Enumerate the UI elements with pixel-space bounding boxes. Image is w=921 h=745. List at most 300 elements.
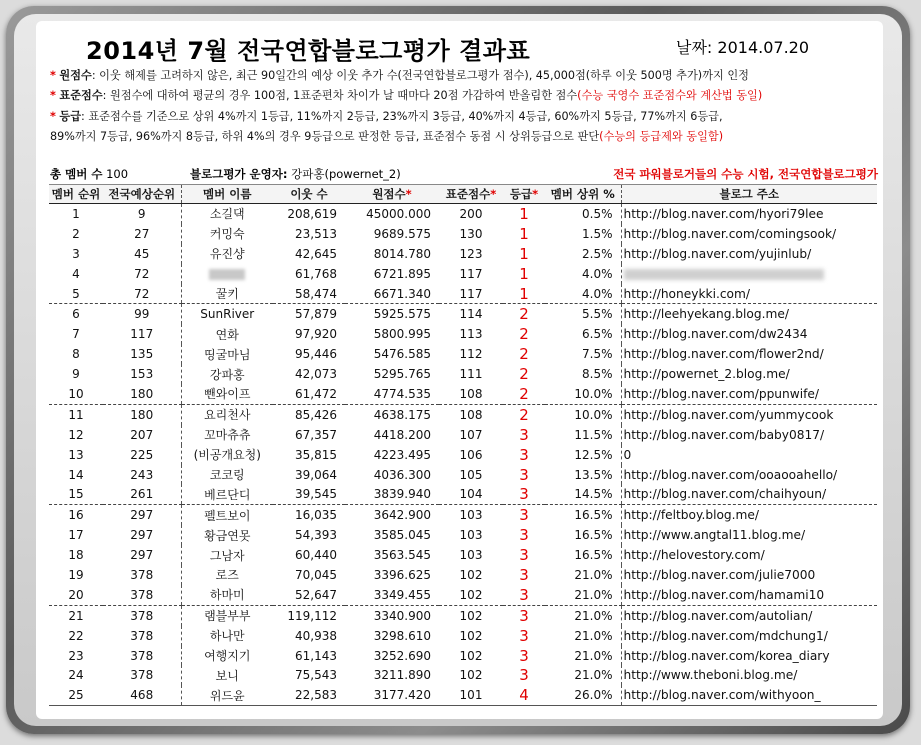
member-rank-cell: 18 xyxy=(68,548,84,563)
table-row xyxy=(49,585,877,605)
grade-cell: 3 xyxy=(519,606,529,625)
note-text: 89%까지 7등급, 96%까지 8등급, 하위 4%의 경우 9등급으로 판정한 등급, 표준점수 동점 시 상위등급으로 판단 xyxy=(50,129,600,143)
neighbor-count-cell: 54,393 xyxy=(295,528,337,543)
table-row xyxy=(49,425,877,445)
raw-score-cell: 4638.175 xyxy=(373,407,431,422)
top-percent-cell: 4.0% xyxy=(545,284,621,304)
table-row xyxy=(49,484,877,504)
member-name-cell: 하나만 xyxy=(181,626,273,646)
blog-url-cell[interactable]: http://blog.naver.com/julie7000 xyxy=(621,565,877,585)
blog-url-cell[interactable]: 0 xyxy=(621,445,877,465)
operator-label: 블로그평가 운영자: xyxy=(190,167,288,181)
top-percent-cell: 21.0% xyxy=(574,567,613,582)
grade-cell: 1 xyxy=(519,264,529,283)
standard-score-cell: 114 xyxy=(459,307,483,322)
neighbor-count-cell: 97,920 xyxy=(295,327,337,342)
neighbor-count-cell: 16,035 xyxy=(295,508,337,523)
raw-score-cell: 6721.895 xyxy=(373,266,431,281)
table-row xyxy=(49,264,877,284)
member-name-cell: 커밍숙 xyxy=(181,224,273,244)
member-rank-cell: 19 xyxy=(68,567,84,582)
member-total-value: 100 xyxy=(106,167,129,181)
column-header: 멤버 이름 xyxy=(181,185,273,204)
member-name-cell: 여행지기 xyxy=(181,646,273,666)
column-header-grade xyxy=(503,185,545,204)
national-rank-cell: 72 xyxy=(134,266,150,281)
blurred-name xyxy=(209,269,245,280)
blog-url-cell[interactable]: http://blog.naver.com/korea_diary xyxy=(621,646,877,666)
member-rank-cell: 9 xyxy=(72,367,80,382)
note-text: : 이웃 해제를 고려하지 않은, 최근 90일간의 예상 이웃 추가 수(전국연합블로그평가 점수), 45,000점(하루 이웃 500명 추가)까지 인정 xyxy=(91,69,749,82)
raw-score-cell: 3349.455 xyxy=(345,585,439,605)
national-rank-cell: 45 xyxy=(134,246,150,261)
blog-url-cell[interactable] xyxy=(621,264,877,284)
top-percent-cell: 13.5% xyxy=(574,467,613,482)
top-percent-cell: 1.5% xyxy=(582,226,613,241)
table-row xyxy=(49,605,877,625)
grade-cell: 2 xyxy=(519,305,529,324)
raw-score-cell: 4223.495 xyxy=(373,447,431,462)
member-rank-cell: 25 xyxy=(49,685,103,705)
standard-score-cell: 103 xyxy=(459,548,483,563)
note-red-text: (수능의 등급제와 동일함) xyxy=(599,129,724,143)
grade-cell: 2 xyxy=(519,345,529,364)
member-rank-cell: 16 xyxy=(68,508,84,523)
member-rank-cell: 5 xyxy=(49,284,103,304)
standard-score-cell: 102 xyxy=(459,608,483,623)
note-grade-continued xyxy=(50,127,880,147)
column-header: 멤버 상위 % xyxy=(545,185,621,204)
top-percent-cell: 21.0% xyxy=(574,668,613,683)
neighbor-count-cell: 119,112 xyxy=(287,608,337,623)
blog-url-cell[interactable]: http://www.theboni.blog.me/ xyxy=(621,665,877,685)
member-rank-cell: 2 xyxy=(72,226,80,241)
member-name-cell: 띵굴마님 xyxy=(181,344,273,364)
note-standard-score xyxy=(50,86,880,106)
member-total xyxy=(50,166,128,182)
raw-score-cell: 3642.900 xyxy=(373,508,431,523)
member-name-cell: 꼬마츄츄 xyxy=(181,425,273,445)
results-table xyxy=(49,184,877,706)
neighbor-count-cell: 52,647 xyxy=(273,585,345,605)
national-rank-cell: 225 xyxy=(130,447,154,462)
table-row xyxy=(49,324,877,344)
neighbor-count-cell: 40,938 xyxy=(295,628,337,643)
raw-score-cell: 3396.625 xyxy=(373,567,431,582)
neighbor-count-cell: 75,543 xyxy=(295,668,337,683)
neighbor-count-cell: 23,513 xyxy=(295,226,337,241)
top-percent-cell: 0.5% xyxy=(582,206,613,221)
national-rank-cell: 117 xyxy=(130,327,154,342)
blog-url-cell[interactable]: http://blog.naver.com/dw2434 xyxy=(621,324,877,344)
column-header: 블로그 주소 xyxy=(621,185,877,204)
neighbor-count-cell: 39,545 xyxy=(273,484,345,504)
blog-url-cell[interactable]: http://blog.naver.com/hamami10 xyxy=(621,585,877,605)
table-row xyxy=(49,284,877,304)
member-name-cell: 뺀와이프 xyxy=(181,384,273,404)
grade-cell: 1 xyxy=(519,244,529,263)
table-row xyxy=(49,465,877,485)
top-percent-cell: 11.5% xyxy=(574,427,613,442)
grade-cell: 3 xyxy=(503,484,545,504)
standard-score-cell: 112 xyxy=(459,347,483,362)
member-name-cell: 램블부부 xyxy=(181,605,273,625)
national-rank-cell: 180 xyxy=(130,407,154,422)
national-rank-cell: 72 xyxy=(103,284,181,304)
member-name-cell: SunRiver xyxy=(181,304,273,324)
neighbor-count-cell: 22,583 xyxy=(273,685,345,705)
grade-cell: 3 xyxy=(519,506,529,525)
table-row xyxy=(49,626,877,646)
national-rank-cell: 27 xyxy=(134,226,150,241)
grade-cell: 3 xyxy=(519,666,529,685)
note-red-text: (수능 국영수 표준점수와 계산법 동일) xyxy=(577,89,763,103)
table-row xyxy=(49,665,877,685)
neighbor-count-cell: 61,143 xyxy=(295,648,337,663)
standard-score-cell: 108 xyxy=(439,384,503,404)
national-rank-cell: 180 xyxy=(103,384,181,404)
member-rank-cell: 20 xyxy=(49,585,103,605)
member-name-cell: 펠트보이 xyxy=(181,505,273,525)
raw-score-cell: 3585.045 xyxy=(373,528,431,543)
grade-cell: 1 xyxy=(503,284,545,304)
member-rank-cell: 21 xyxy=(68,608,84,623)
standard-score-cell: 108 xyxy=(459,407,483,422)
member-name-cell: 로즈 xyxy=(181,565,273,585)
top-percent-cell: 21.0% xyxy=(574,608,613,623)
national-rank-cell: 135 xyxy=(130,347,154,362)
table-row xyxy=(49,565,877,585)
neighbor-count-cell: 208,619 xyxy=(287,206,337,221)
member-rank-cell: 23 xyxy=(68,648,84,663)
member-name-cell: 하마미 xyxy=(181,585,273,605)
column-header-raw xyxy=(345,185,439,204)
national-rank-cell: 378 xyxy=(103,585,181,605)
column-header-star: * xyxy=(532,187,539,201)
member-name-cell: 위드윤 xyxy=(181,685,273,705)
standard-score-cell: 113 xyxy=(459,327,483,342)
grade-cell: 3 xyxy=(519,626,529,645)
member-name-cell: 황금연못 xyxy=(181,525,273,545)
table-row xyxy=(49,304,877,324)
table-row xyxy=(49,646,877,666)
note-star: * xyxy=(50,109,56,123)
grade-cell: 2 xyxy=(503,384,545,404)
grade-cell: 3 xyxy=(519,646,529,665)
table-body xyxy=(49,204,877,706)
top-percent-cell: 21.0% xyxy=(574,628,613,643)
column-header-star: * xyxy=(405,187,412,201)
note-term: 표준점수 xyxy=(59,89,103,103)
table-row xyxy=(49,204,877,224)
blog-url-cell[interactable]: http://www.angtal11.blog.me/ xyxy=(621,525,877,545)
standard-score-cell: 111 xyxy=(459,367,483,382)
member-rank-cell: 10 xyxy=(49,384,103,404)
member-name-cell: 그남자 xyxy=(181,545,273,565)
neighbor-count-cell: 67,357 xyxy=(295,427,337,442)
column-header-std xyxy=(439,185,503,204)
grade-cell: 3 xyxy=(519,546,529,565)
top-percent-cell: 5.5% xyxy=(582,307,613,322)
member-name-cell: 요리천사 xyxy=(181,404,273,424)
date-label: 날짜: xyxy=(676,38,713,57)
column-header-label: 등급 xyxy=(509,187,533,201)
raw-score-cell: 3563.545 xyxy=(373,548,431,563)
national-rank-cell: 297 xyxy=(130,528,154,543)
operator-info xyxy=(190,166,401,182)
standard-score-cell: 104 xyxy=(439,484,503,504)
member-name-cell: 꿀키 xyxy=(181,284,273,304)
raw-score-cell: 3211.890 xyxy=(373,668,431,683)
member-total-label: 총 멤버 수 xyxy=(50,167,103,181)
column-header-label: 원점수 xyxy=(372,187,406,201)
standard-score-cell: 130 xyxy=(459,226,483,241)
national-rank-cell: 153 xyxy=(130,367,154,382)
blog-url-cell[interactable]: http://helovestory.com/ xyxy=(621,545,877,565)
member-rank-cell: 4 xyxy=(72,266,80,281)
member-rank-cell: 3 xyxy=(72,246,80,261)
operator-value: 강파홍(powernet_2) xyxy=(291,167,401,181)
table-row xyxy=(49,525,877,545)
grade-cell: 3 xyxy=(519,526,529,545)
raw-score-cell: 5800.995 xyxy=(373,327,431,342)
column-header-label: 표준점수 xyxy=(445,187,491,201)
national-rank-cell: 297 xyxy=(130,548,154,563)
blog-url-cell[interactable]: http://blog.naver.com/chaihyoun/ xyxy=(621,484,877,504)
note-grade xyxy=(50,107,880,127)
raw-score-cell: 3340.900 xyxy=(373,608,431,623)
note-term: 등급 xyxy=(59,109,82,123)
blog-url-cell[interactable]: http://blog.naver.com/comingsook/ xyxy=(621,224,877,244)
top-percent-cell: 2.5% xyxy=(582,246,613,261)
raw-score-cell: 3177.420 xyxy=(345,685,439,705)
standard-score-cell: 102 xyxy=(459,628,483,643)
raw-score-cell: 3839.940 xyxy=(345,484,439,504)
member-rank-cell: 22 xyxy=(68,628,84,643)
raw-score-cell: 8014.780 xyxy=(373,246,431,261)
note-text: : 표준점수를 기준으로 상위 4%까지 1등급, 11%까지 2등급, 23%까지 3등급, 40%까지 4등급, 60%까지 5등급, 77%까지 6등급, xyxy=(81,109,723,123)
blog-url-cell[interactable]: http://blog.naver.com/yummycook xyxy=(621,404,877,424)
member-rank-cell: 8 xyxy=(72,347,80,362)
member-name-cell: 강파홍 xyxy=(181,364,273,384)
raw-score-cell: 3252.690 xyxy=(373,648,431,663)
raw-score-cell: 6671.340 xyxy=(345,284,439,304)
national-rank-cell: 297 xyxy=(130,508,154,523)
member-rank-cell: 12 xyxy=(68,427,84,442)
member-name-cell: 연화 xyxy=(181,324,273,344)
page-title: 2014년 7월 전국연합블로그평가 결과표 xyxy=(86,37,531,65)
neighbor-count-cell: 60,440 xyxy=(295,548,337,563)
neighbor-count-cell: 42,645 xyxy=(295,246,337,261)
note-raw-score xyxy=(50,66,880,86)
national-rank-cell: 378 xyxy=(130,628,154,643)
blog-url-cell[interactable]: http://blog.naver.com/hyori79lee xyxy=(621,204,877,224)
raw-score-cell: 5295.765 xyxy=(373,367,431,382)
standard-score-cell: 123 xyxy=(459,246,483,261)
raw-score-cell: 5476.585 xyxy=(373,347,431,362)
neighbor-count-cell: 35,815 xyxy=(295,447,337,462)
top-percent-cell: 8.5% xyxy=(582,367,613,382)
grade-cell: 3 xyxy=(519,565,529,584)
blog-url-cell[interactable]: http://blog.naver.com/withyoon_ xyxy=(621,685,877,705)
column-header-star: * xyxy=(490,187,497,201)
raw-score-cell: 3298.610 xyxy=(373,628,431,643)
raw-score-cell: 9689.575 xyxy=(373,226,431,241)
member-rank-cell: 24 xyxy=(68,668,84,683)
national-rank-cell: 99 xyxy=(134,307,150,322)
table-row xyxy=(49,244,877,264)
standard-score-cell: 200 xyxy=(459,206,483,221)
neighbor-count-cell: 58,474 xyxy=(273,284,345,304)
blog-url-cell[interactable]: http://blog.naver.com/mdchung1/ xyxy=(621,626,877,646)
standard-score-cell: 107 xyxy=(459,427,483,442)
national-rank-cell: 378 xyxy=(130,648,154,663)
neighbor-count-cell: 57,879 xyxy=(295,307,337,322)
neighbor-count-cell: 42,073 xyxy=(295,367,337,382)
national-rank-cell: 207 xyxy=(130,427,154,442)
national-rank-cell: 261 xyxy=(103,484,181,504)
raw-score-cell: 4774.535 xyxy=(345,384,439,404)
standard-score-cell: 105 xyxy=(459,467,483,482)
blurred-url xyxy=(624,269,824,280)
neighbor-count-cell: 39,064 xyxy=(295,467,337,482)
raw-score-cell: 45000.000 xyxy=(366,206,431,221)
table-header-row xyxy=(49,185,877,204)
date-value: 2014.07.20 xyxy=(717,38,810,57)
top-percent-cell: 10.0% xyxy=(545,384,621,404)
member-rank-cell: 1 xyxy=(72,206,80,221)
top-percent-cell: 21.0% xyxy=(545,585,621,605)
standard-score-cell: 103 xyxy=(459,508,483,523)
date-display xyxy=(676,35,809,58)
note-star: * xyxy=(50,89,56,103)
standard-score-cell: 117 xyxy=(439,284,503,304)
member-rank-cell: 7 xyxy=(72,327,80,342)
blog-url-cell[interactable]: http://blog.naver.com/ooaooahello/ xyxy=(621,465,877,485)
top-percent-cell: 21.0% xyxy=(574,648,613,663)
member-name-cell: 보니 xyxy=(181,665,273,685)
blog-url-cell[interactable]: http://blog.naver.com/yujinlub/ xyxy=(621,244,877,264)
member-name-cell: 소길댁 xyxy=(181,204,273,224)
table-row xyxy=(49,505,877,525)
neighbor-count-cell: 61,768 xyxy=(295,266,337,281)
table-row xyxy=(49,384,877,404)
national-rank-cell: 9 xyxy=(137,206,146,221)
top-percent-cell: 26.0% xyxy=(545,685,621,705)
grade-cell: 3 xyxy=(519,425,529,444)
neighbor-count-cell: 61,472 xyxy=(273,384,345,404)
neighbor-count-cell: 85,426 xyxy=(295,407,337,422)
top-percent-cell: 6.5% xyxy=(582,327,613,342)
blog-url-cell[interactable]: http://powernet_2.blog.me/ xyxy=(621,364,877,384)
top-percent-cell: 12.5% xyxy=(574,447,613,462)
grade-cell: 4 xyxy=(503,685,545,705)
grade-cell: 2 xyxy=(519,325,529,344)
blog-url-cell[interactable]: http://leehyekang.blog.me/ xyxy=(621,304,877,324)
column-header: 전국예상순위 xyxy=(103,185,181,204)
column-header: 이웃 수 xyxy=(273,185,345,204)
note-star: * xyxy=(50,69,56,82)
standard-score-cell: 102 xyxy=(459,567,483,582)
standard-score-cell: 101 xyxy=(439,685,503,705)
standard-score-cell: 103 xyxy=(459,528,483,543)
raw-score-cell: 4418.200 xyxy=(373,427,431,442)
grade-cell: 3 xyxy=(519,445,529,464)
table-row xyxy=(49,685,877,705)
member-rank-cell: 15 xyxy=(49,484,103,504)
national-rank-cell: 378 xyxy=(130,567,154,582)
table-row xyxy=(49,445,877,465)
neighbor-count-cell: 70,045 xyxy=(295,567,337,582)
table-row xyxy=(49,224,877,244)
table-row xyxy=(49,545,877,565)
standard-score-cell: 102 xyxy=(459,648,483,663)
national-rank-cell: 378 xyxy=(130,668,154,683)
top-percent-cell: 14.5% xyxy=(545,484,621,504)
top-percent-cell: 7.5% xyxy=(582,347,613,362)
national-rank-cell: 468 xyxy=(103,685,181,705)
grade-cell: 1 xyxy=(519,204,529,223)
top-percent-cell: 16.5% xyxy=(574,508,613,523)
blog-url-cell[interactable]: http://blog.naver.com/ppunwife/ xyxy=(621,384,877,404)
standard-score-cell: 102 xyxy=(439,585,503,605)
blog-url-cell[interactable]: http://feltboy.blog.me/ xyxy=(621,505,877,525)
member-name-cell: 베르단디 xyxy=(181,484,273,504)
top-percent-cell: 10.0% xyxy=(574,407,613,422)
national-rank-cell: 378 xyxy=(130,608,154,623)
member-rank-cell: 11 xyxy=(68,407,84,422)
table-row xyxy=(49,364,877,384)
top-percent-cell: 16.5% xyxy=(574,548,613,563)
blog-url-cell[interactable]: http://blog.naver.com/flower2nd/ xyxy=(621,344,877,364)
member-rank-cell: 6 xyxy=(72,307,80,322)
member-name-cell: (비공개요청) xyxy=(181,445,273,465)
national-rank-cell: 243 xyxy=(130,467,154,482)
table-row xyxy=(49,344,877,364)
member-name-cell: 코코링 xyxy=(181,465,273,485)
standard-score-cell: 117 xyxy=(459,266,483,281)
standard-score-cell: 102 xyxy=(459,668,483,683)
slogan: 전국 파워블로거들의 수능 시험, 전국연합블로그평가 xyxy=(613,167,878,181)
top-percent-cell: 16.5% xyxy=(574,528,613,543)
result-sheet xyxy=(36,21,883,719)
top-percent-cell: 4.0% xyxy=(582,266,613,281)
meta-row xyxy=(50,166,880,184)
member-rank-cell: 13 xyxy=(68,447,84,462)
blog-url-cell[interactable]: http://blog.naver.com/baby0817/ xyxy=(621,425,877,445)
member-rank-cell: 14 xyxy=(68,467,84,482)
grade-cell: 3 xyxy=(519,465,529,484)
member-rank-cell: 17 xyxy=(68,528,84,543)
blog-url-cell[interactable]: http://honeykki.com/ xyxy=(621,284,877,304)
note-term: 원점수 xyxy=(59,69,92,82)
grade-cell: 2 xyxy=(519,365,529,384)
neighbor-count-cell: 95,446 xyxy=(295,347,337,362)
grade-cell: 1 xyxy=(519,224,529,243)
grade-cell: 3 xyxy=(503,585,545,605)
notes-block xyxy=(50,66,880,147)
blog-url-cell[interactable]: http://blog.naver.com/autolian/ xyxy=(621,605,877,625)
member-name-cell xyxy=(181,264,273,284)
table-row xyxy=(49,404,877,424)
column-header: 멤버 순위 xyxy=(49,185,103,204)
note-text: : 원점수에 대하여 평균의 경우 100점, 1표준편차 차이가 날 때마다 20점 가감하여 반올림한 점수 xyxy=(102,89,578,103)
raw-score-cell: 5925.575 xyxy=(373,307,431,322)
raw-score-cell: 4036.300 xyxy=(373,467,431,482)
member-name-cell: 유진샹 xyxy=(181,244,273,264)
standard-score-cell: 106 xyxy=(459,447,483,462)
grade-cell: 2 xyxy=(519,405,529,424)
